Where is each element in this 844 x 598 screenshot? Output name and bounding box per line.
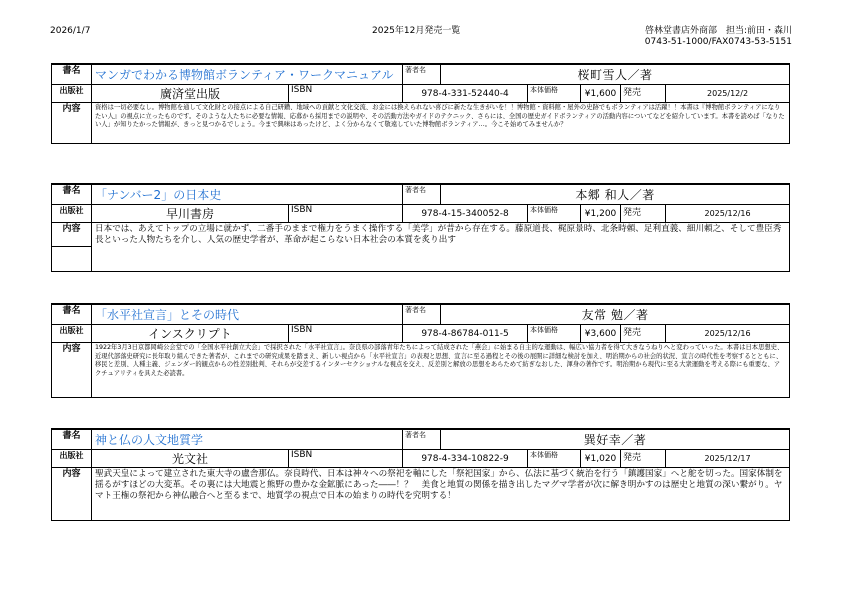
release-label: 発売 xyxy=(621,205,666,223)
content-label: 内容 xyxy=(52,223,92,247)
author-label: 著者名 xyxy=(403,184,441,205)
book-isbn: 978-4-86784-011-5 xyxy=(403,325,528,343)
book-title-label: 書名 xyxy=(52,304,92,325)
book-price: ¥1,020 xyxy=(581,450,621,468)
book-title: 「ナンバー2」の日本史 xyxy=(92,184,403,205)
release-label: 発売 xyxy=(621,450,666,468)
contact-block xyxy=(645,26,792,48)
book-description: 聖武天皇によって建立された東大寺の盧舎那仏。奈良時代、日本は神々への祭祀を軸にした「祭祀国家」から、仏法に基づく統治を行う「鎮護国家」へと舵を切った。国家体制を揺るがすほどの大変革。その裏には大地震と熊野の豊かな金鉱脈にあった――！？ 美食と地質の関係を描き出したマグマ学者が次に解き明かすのは歴史と地質の深い繋がり。ヤマト王権の祭祀から神仏融合へと至るまで、地質学の視点で日本の始まりの時代を究明する！ xyxy=(92,468,790,521)
print-date: 2026/1/7 xyxy=(50,26,91,36)
book-description: 資格は一切必要なし。博物館を通して文化財との接点による自己研鑽、地域への貢献と文化交流、お金には換えられない喜びに新たな生きがいを！！博物館・資料館・屋外の史跡でもボランティアは活躍！！本書は『博物館ボランティアになりたい人』の視点に立ったものです。そのような人たちに必要な情報、応募から採用までの説明や、その活動方法やガイドのテクニック、さらには、全国の歴史ガイドボランティアの活動内容についてなどを紹介しています。本書を読めば「なりたい人」が知りたかった情報が、きっと見つかるでしょう。今まで興味はあったけど、よく分からなくて敬遠していた博物館ボランティア…。今こそ始めてみませんか？ xyxy=(92,103,790,144)
book-isbn: 978-4-334-10822-9 xyxy=(403,450,528,468)
book-description: 1922年3月3日京都岡崎公会堂での「全国水平社創立大会」で採択された「水平社宣言」。奈良県の部落青年たちによって結成された「燕会」に始まる自主的な運動は、幅広い協力者を得て大きなうねりへと変わっていった。本書は日本思想史、近現代部落史研究に長年取り組んできた著者が、これまでの研究成果を踏まえ、新しい視点から「水平社宣言」の表現と思想、宣言に至る過程とその後の展開に詳細な検討を加え、明治期からの社会的状況、宣言の時代性を考察するとともに、移民と差別、人種主義、ジェンダー的観点からの性差別批判、それらが交差するインターセクショナルな視点を交え、反差別と解放の思想をあらためて紡ぎなおした、渾身の著作です。明治期から現代に至る大衆運動を考える際にも重要な、アクチュアリティを具えた必読書。 xyxy=(92,343,790,398)
book-entry-1 xyxy=(51,63,789,144)
book-author: 巽好幸／著 xyxy=(441,429,790,450)
publisher-label: 出版社 xyxy=(52,450,92,468)
price-label: 本体価格 xyxy=(528,325,581,343)
book-isbn: 978-4-15-340052-8 xyxy=(403,205,528,223)
book-release-date: 2025/12/16 xyxy=(666,325,790,343)
book-title-label: 書名 xyxy=(52,429,92,450)
book-author: 桜町雪人／著 xyxy=(441,64,790,85)
isbn-label: ISBN xyxy=(289,325,403,343)
book-author: 本郷 和人／著 xyxy=(441,184,790,205)
content-label-blank xyxy=(52,247,92,272)
release-label: 発売 xyxy=(621,325,666,343)
book-title: 神と仏の人文地質学 xyxy=(92,429,403,450)
book-author: 友常 勉／著 xyxy=(441,304,790,325)
isbn-label: ISBN xyxy=(289,205,403,223)
book-description: 日本では、あえてトップの立場に就かず、二番手のままで権力をうまく操作する「美学」が昔から存在する。藤原道長、梶原景時、北条時頼、足利直義、細川頼之、そして豊臣秀長といった人物たちを介し、人気の歴史学者が、革命が起こらない日本社会の本質を炙り出す xyxy=(92,223,790,272)
publisher-label: 出版社 xyxy=(52,205,92,223)
isbn-label: ISBN xyxy=(289,85,403,103)
book-publisher: インスクリプト xyxy=(92,325,289,343)
content-label: 内容 xyxy=(52,103,92,144)
author-label: 著者名 xyxy=(403,429,441,450)
book-isbn: 978-4-331-52440-4 xyxy=(403,85,528,103)
book-release-date: 2025/12/17 xyxy=(666,450,790,468)
price-label: 本体価格 xyxy=(528,85,581,103)
book-entry-3 xyxy=(51,303,789,398)
book-title: マンガでわかる博物館ボランティア・ワークマニュアル xyxy=(92,64,403,85)
author-label: 著者名 xyxy=(403,64,441,85)
book-price: ¥3,600 xyxy=(581,325,621,343)
book-publisher: 廣済堂出版 xyxy=(92,85,289,103)
book-publisher: 早川書房 xyxy=(92,205,289,223)
contact-line: 0743-51-1000/FAX0743-53-5151 xyxy=(644,37,792,47)
release-label: 発売 xyxy=(621,85,666,103)
company-line: 啓林堂書店外商部 担当:前田・森川 xyxy=(644,26,792,36)
publisher-label: 出版社 xyxy=(52,85,92,103)
book-entry-2 xyxy=(51,183,789,272)
isbn-label: ISBN xyxy=(289,450,403,468)
book-price: ¥1,600 xyxy=(581,85,621,103)
publisher-label: 出版社 xyxy=(52,325,92,343)
book-title-label: 書名 xyxy=(52,184,92,205)
content-label: 内容 xyxy=(52,343,92,398)
book-publisher: 光文社 xyxy=(92,450,289,468)
book-title-label: 書名 xyxy=(52,64,92,85)
book-price: ¥1,200 xyxy=(581,205,621,223)
book-entry-4 xyxy=(51,428,789,521)
content-label: 内容 xyxy=(52,468,92,521)
author-label: 著者名 xyxy=(403,304,441,325)
book-title: 「水平社宣言」とその時代 xyxy=(92,304,403,325)
price-label: 本体価格 xyxy=(528,450,581,468)
book-release-date: 2025/12/2 xyxy=(666,85,790,103)
book-release-date: 2025/12/16 xyxy=(666,205,790,223)
page-title: 2025年12月発売一覧 xyxy=(372,26,461,36)
price-label: 本体価格 xyxy=(528,205,581,223)
